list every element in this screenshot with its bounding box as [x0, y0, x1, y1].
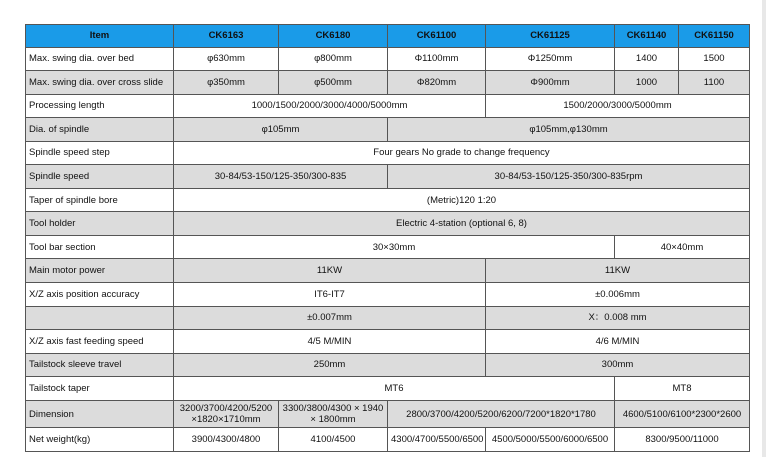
row-value: 8300/9500/11000: [615, 428, 750, 452]
row-label: Dimension: [26, 400, 174, 428]
table-row: [26, 282, 750, 306]
spec-table: [25, 24, 750, 452]
row-label: Spindle speed step: [26, 141, 174, 165]
row-value: 1000/1500/2000/3000/4000/5000mm: [174, 94, 486, 118]
row-value: 30-84/53-150/125-350/300-835: [174, 165, 388, 189]
row-value: φ500mm: [279, 71, 388, 95]
row-value: 30×30mm: [174, 235, 615, 259]
row-value: 1500: [679, 47, 750, 71]
row-label: Dia. of spindle: [26, 118, 174, 142]
header-model: CK6180: [279, 25, 388, 48]
row-value: φ105mm: [174, 118, 388, 142]
row-value: 250mm: [174, 353, 486, 377]
row-value: 1000: [615, 71, 679, 95]
row-value: 4500/5000/5500/6000/6500: [486, 428, 615, 452]
row-value: ±0.006mm: [486, 282, 750, 306]
row-label: Max. swing dia. over cross slide: [26, 71, 174, 95]
row-value: MT8: [615, 377, 750, 401]
table-row: [26, 141, 750, 165]
row-label: Spindle speed: [26, 165, 174, 189]
row-value: φ105mm,φ130mm: [388, 118, 750, 142]
row-value: 1400: [615, 47, 679, 71]
row-value: MT6: [174, 377, 615, 401]
row-value: X：0.008 mm: [486, 306, 750, 330]
row-value: 3900/4300/4800: [174, 428, 279, 452]
row-value: φ350mm: [174, 71, 279, 95]
row-value: 2800/3700/4200/5200/6200/7200*1820*1780: [388, 400, 615, 428]
row-label: X/Z axis fast feeding speed: [26, 330, 174, 354]
table-row: [26, 212, 750, 236]
row-label: Tool holder: [26, 212, 174, 236]
row-label: Tailstock taper: [26, 377, 174, 401]
row-label: Tailstock sleeve travel: [26, 353, 174, 377]
row-value: 4/5 M/MIN: [174, 330, 486, 354]
row-value: (Metric)120 1:20: [174, 188, 750, 212]
header-model: CK61150: [679, 25, 750, 48]
row-value: 4/6 M/MIN: [486, 330, 750, 354]
row-value: φ800mm: [279, 47, 388, 71]
table-row: [26, 377, 750, 401]
row-label: [26, 306, 174, 330]
row-label: Tool bar section: [26, 235, 174, 259]
row-value: 40×40mm: [615, 235, 750, 259]
row-value: Four gears No grade to change frequency: [174, 141, 750, 165]
table-row: [26, 235, 750, 259]
header-model: CK61100: [388, 25, 486, 48]
table-row: [26, 259, 750, 283]
table-row: [26, 306, 750, 330]
row-value: 11KW: [174, 259, 486, 283]
header-model: CK61140: [615, 25, 679, 48]
row-value: Φ1250mm: [486, 47, 615, 71]
row-value: 30-84/53-150/125-350/300-835rpm: [388, 165, 750, 189]
row-label: X/Z axis position accuracy: [26, 282, 174, 306]
row-value: Φ900mm: [486, 71, 615, 95]
row-value: 1100: [679, 71, 750, 95]
row-label: Taper of spindle bore: [26, 188, 174, 212]
row-value: 4300/4700/5500/6500: [388, 428, 486, 452]
row-value: 3300/3800/4300 × 1940 × 1800mm: [279, 400, 388, 428]
row-value: Φ820mm: [388, 71, 486, 95]
row-label: Processing length: [26, 94, 174, 118]
table-row: [26, 71, 750, 95]
row-value: φ630mm: [174, 47, 279, 71]
table-row: [26, 428, 750, 452]
row-value: IT6-IT7: [174, 282, 486, 306]
row-value: Φ1100mm: [388, 47, 486, 71]
row-value: 11KW: [486, 259, 750, 283]
row-value: 1500/2000/3000/5000mm: [486, 94, 750, 118]
row-value: 3200/3700/4200/5200 ×1820×1710mm: [174, 400, 279, 428]
header-model: CK61125: [486, 25, 615, 48]
header-row: [26, 25, 750, 48]
right-edge-strip: [762, 0, 766, 457]
table-row: [26, 118, 750, 142]
row-label: Main motor power: [26, 259, 174, 283]
row-value: 4100/4500: [279, 428, 388, 452]
header-item: Item: [26, 25, 174, 48]
row-value: 300mm: [486, 353, 750, 377]
row-label: Max. swing dia. over bed: [26, 47, 174, 71]
table-row: [26, 188, 750, 212]
table-row: [26, 94, 750, 118]
table-row: [26, 330, 750, 354]
header-model: CK6163: [174, 25, 279, 48]
table-row: [26, 47, 750, 71]
table-row: [26, 165, 750, 189]
row-value: Electric 4-station (optional 6, 8): [174, 212, 750, 236]
table-row: [26, 353, 750, 377]
row-label: Net weight(kg): [26, 428, 174, 452]
row-value: ±0.007mm: [174, 306, 486, 330]
table-row: [26, 400, 750, 428]
row-value: 4600/5100/6100*2300*2600: [615, 400, 750, 428]
